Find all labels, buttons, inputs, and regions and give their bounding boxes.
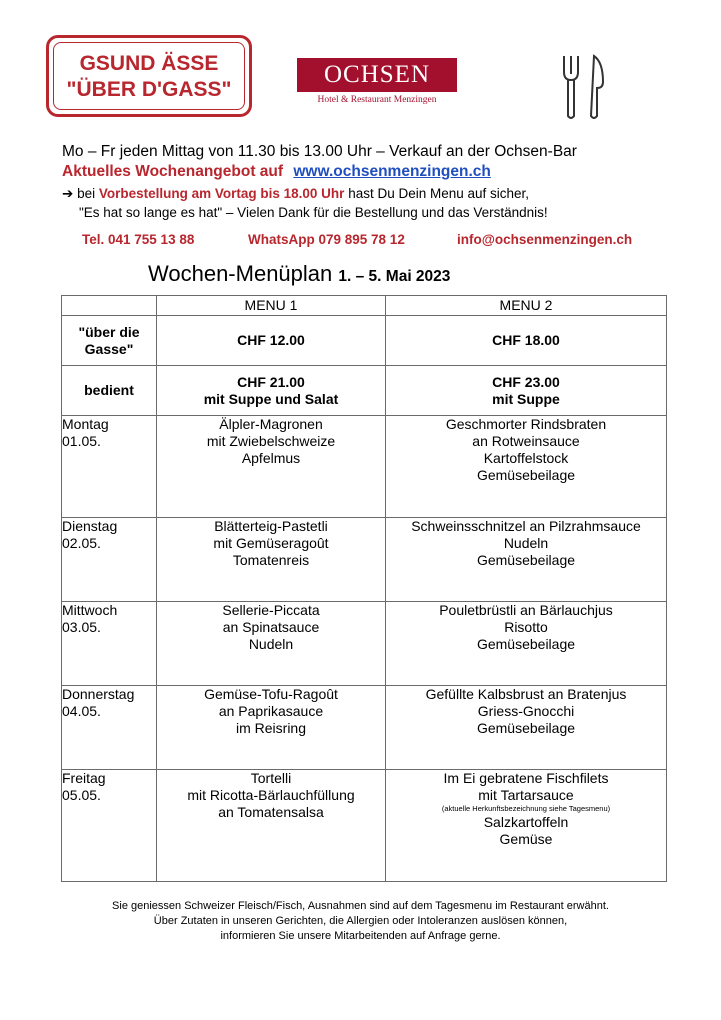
bedient-price-menu-2: CHF 23.00 mit Suppe (386, 366, 667, 416)
gasse-price-menu-2: CHF 18.00 (386, 316, 667, 366)
email-address[interactable]: info@ochsenmenzingen.ch (457, 232, 633, 247)
menu-1-dish: Tortelli mit Ricotta-Bärlauchfüllung an Tomatensalsa (157, 770, 386, 882)
header-menu-1: MENU 1 (157, 296, 386, 316)
header-menu-2: MENU 2 (386, 296, 667, 316)
badge-text (49, 51, 249, 103)
gasse-label: "über die Gasse" (62, 316, 157, 366)
table-row (62, 416, 667, 518)
menu-plan-title (148, 261, 450, 287)
gasse-price-menu-1: CHF 12.00 (157, 316, 386, 366)
badge-line-1: GSUND ÄSSE (79, 52, 219, 75)
website-link[interactable]: www.ochsenmenzingen.ch (293, 163, 491, 180)
bedient-label: bedient (62, 366, 157, 416)
preorder-line (62, 186, 529, 202)
bedient-price-row (62, 366, 667, 416)
footer-note (0, 899, 721, 944)
header-empty (62, 296, 157, 316)
day-cell: Montag 01.05. (62, 416, 157, 518)
menu-2-dish: Gefüllte Kalbsbrust an Bratenjus Griess-Gnocchi Gemüsebeilage (386, 686, 667, 770)
table-row (62, 770, 667, 882)
menu-2-dish: Im Ei gebratene Fischfilets mit Tartarsauce (aktuelle Herkunftsbezeichnung siehe Tagesmenu) Salzkartoffeln Gemüse (386, 770, 667, 882)
table-row (62, 518, 667, 602)
title-main: Wochen-Menüplan (148, 261, 333, 286)
menu-1-dish: Gemüse-Tofu-Ragoût an Paprikasauce im Reisring (157, 686, 386, 770)
phone-number[interactable]: Tel. 041 755 13 88 (82, 232, 195, 247)
bedient-price-menu-1: CHF 21.00 mit Suppe und Salat (157, 366, 386, 416)
footer-line-3: informieren Sie unsere Mitarbeitenden auf Anfrage gerne. (220, 930, 501, 942)
ochsen-logo (297, 58, 457, 105)
preorder-highlight: Vorbestellung am Vortag bis 18.00 Uhr (98, 186, 345, 201)
menu-1-dish: Sellerie-Piccata an Spinatsauce Nudeln (157, 602, 386, 686)
table-row (62, 686, 667, 770)
day-cell: Freitag 05.05. (62, 770, 157, 882)
footer-line-1: Sie geniessen Schweizer Fleisch/Fisch, Ausnahmen sind auf dem Tagesmenu im Restaurant erwähnt. (112, 900, 609, 912)
logo-subtitle: Hotel & Restaurant Menzingen (317, 95, 437, 105)
menu-2-dish: Schweinsschnitzel an Pilzrahmsauce Nudeln Gemüsebeilage (386, 518, 667, 602)
gsund-asse-badge (46, 35, 252, 117)
footer-line-2: Über Zutaten in unseren Gerichten, die Allergien oder Intoleranzen auslösen können, (153, 915, 568, 927)
arrow-icon: ➔ (62, 186, 74, 201)
logo-name: OCHSEN (297, 58, 457, 92)
fork-knife-icon (558, 52, 606, 122)
table-header-row (62, 296, 667, 316)
title-range: 1. – 5. Mai 2023 (338, 268, 451, 285)
preorder-suffix: hast Du Dein Menu auf sicher, (348, 186, 530, 201)
menu-2-dish: Geschmorter Rindsbraten an Rotweinsauce Kartoffelstock Gemüsebeilage (386, 416, 667, 518)
weekly-offer-line (62, 163, 491, 181)
day-cell: Mittwoch 03.05. (62, 602, 157, 686)
gasse-price-row (62, 316, 667, 366)
origin-note: (aktuelle Herkunftsbezeichnung siehe Tagesmenu) (441, 804, 611, 813)
whatsapp-number[interactable]: WhatsApp 079 895 78 12 (248, 232, 405, 247)
weekly-offer-label: Aktuelles Wochenangebot auf (62, 163, 284, 180)
menu-1-dish: Älpler-Magronen mit Zwiebelschweize Apfelmus (157, 416, 386, 518)
menu-1-dish: Blätterteig-Pastetli mit Gemüseragoût Tomatenreis (157, 518, 386, 602)
menu-table (61, 295, 667, 882)
thanks-line: "Es hat so lange es hat" – Vielen Dank für die Bestellung und das Verständnis! (79, 205, 548, 220)
preorder-prefix: bei (77, 186, 96, 201)
menu-2-dish: Pouletbrüstli an Bärlauchjus Risotto Gemüsebeilage (386, 602, 667, 686)
day-cell: Donnerstag 04.05. (62, 686, 157, 770)
day-cell: Dienstag 02.05. (62, 518, 157, 602)
opening-hours: Mo – Fr jeden Mittag von 11.30 bis 13.00 Uhr – Verkauf an der Ochsen-Bar (62, 143, 577, 160)
table-row (62, 602, 667, 686)
badge-line-2: "ÜBER D'GASS" (66, 78, 232, 101)
